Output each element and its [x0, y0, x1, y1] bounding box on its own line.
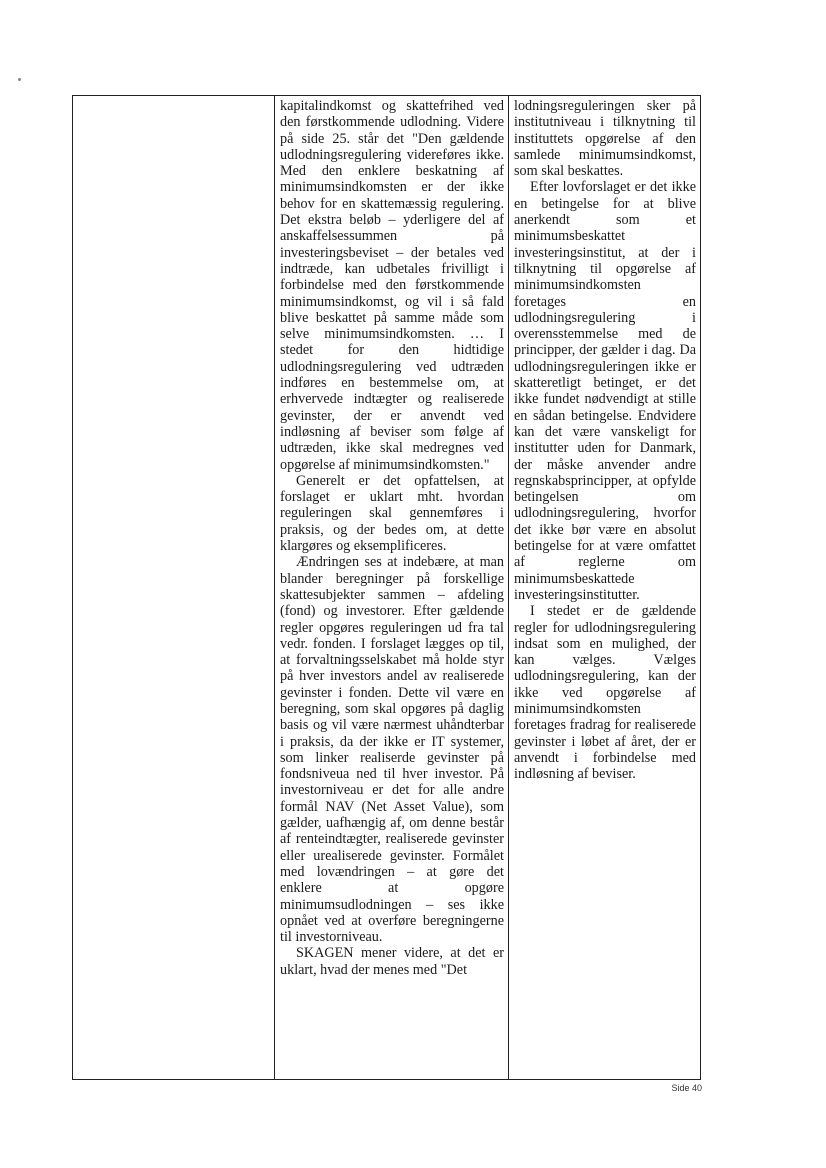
- middle-paragraph-3: Ændringen ses at indebære, at man blander beregninger på forskellige skattesubjekter sammen – afdeling (fond) og investorer. Efter gældende regler opgøres reguleringen ud fra tal vedr. fonden. I forslaget lægges op til, at forvaltningsselskabet må holde styr på hver investors andel av realiserede gevinster i fonden. Dette vil være en beregning, som skal opgøres på daglig basis og vil være nærmest uhåndterbar i praksis, da der ikke er IT systemer, som linker realiserde gevinster på fondsniveua ned til hver investor. På investorniveau er det for alle andre formål NAV (Net Asset Value), som gælder, uafhængig af, om denne består af renteindtægter, realiserede gevinster eller urealiserede gevinster. Formålet med lovændringen – at gøre det enklere at opgøre minimumsudlodningen – ses ikke opnået ved at overføre beregningerne til investorniveau.: [280, 554, 504, 946]
- middle-paragraph-4: SKAGEN mener videre, at det er uklart, hvad der menes med "Det: [280, 945, 504, 978]
- comment-table: [72, 95, 701, 1080]
- right-paragraph-3: I stedet er de gældende regler for udlodningsregulering indsat som en mulighed, der kan vælges. Vælges udlodningsregulering, kan der ikke ved opgørelse af minimumsindkomsten foretages fradrag for realiserede gevinster i løbet af året, der er anvendt i forbindelse med indløsning af beviser.: [514, 603, 696, 783]
- right-paragraph-1: lodningsreguleringen sker på institutniveau i tilknytning til instituttets opgørelse af den samlede minimumsindkomst, som skal beskattes.: [514, 98, 696, 180]
- right-paragraph-2: Efter lovforslaget er det ikke en betingelse for at blive anerkendt som et minimumsbeskattet investeringsinstitut, at der i tilknytning til opgørelse af minimumsindkomsten foretages en udlodningsregulering i overensstemmelse med de principper, der gælder i dag. Da udlodningsreguleringen ikke er skatteretligt betinget, er det ikke fundet nødvendigt at stille en sådan betingelse. Endvidere kan det være vanskeligt for institutter uden for Danmark, der måske anvender andre regnskabsprincipper, at opfylde betingelsen om udlodningsregulering, hvorfor det ikke bør være en absolut betingelse for at være omfattet af reglerne om minimumsbeskattede investeringsinstitutter.: [514, 179, 696, 603]
- scan-mark: [18, 78, 21, 81]
- middle-paragraph-2: Generelt er det opfattelsen, at forslaget er uklart mht. hvordan reguleringen skal gennemføres i praksis, og der bedes om, at dette klargøres og eksemplificeres.: [280, 472, 504, 555]
- right-column: [509, 96, 700, 1079]
- left-column-empty: [73, 96, 275, 1079]
- middle-paragraph-1: kapitalindkomst og skattefrihed ved den førstkommende udlodning. Videre på side 25. står det "Den gældende udlodningsregulering videreføres ikke. Med den enklere beskatning af minimumsindkomsten er der ikke behov for en skattemæssig regulering. Det ekstra beløb – yderligere del af anskaffelsessummen på investeringsbeviset – der betales ved indtræde, kan udbetales frivilligt i forbindelse med den førstkommende minimumsindkomst, og vil i så fald blive beskattet på samme måde som selve minimumsindkomsten. … I stedet for den hidtidige udlodningsregulering ved udtræden indføres en bestemmelse om, at erhvervede indtægter og realiserede gevinster, der er anvendt ved indløsning af beviser som følge af udtræden, ikke skal medregnes ved opgørelse af minimumsindkomsten.": [280, 98, 504, 473]
- page-number: Side 40: [671, 1083, 702, 1093]
- middle-column: [275, 96, 509, 1079]
